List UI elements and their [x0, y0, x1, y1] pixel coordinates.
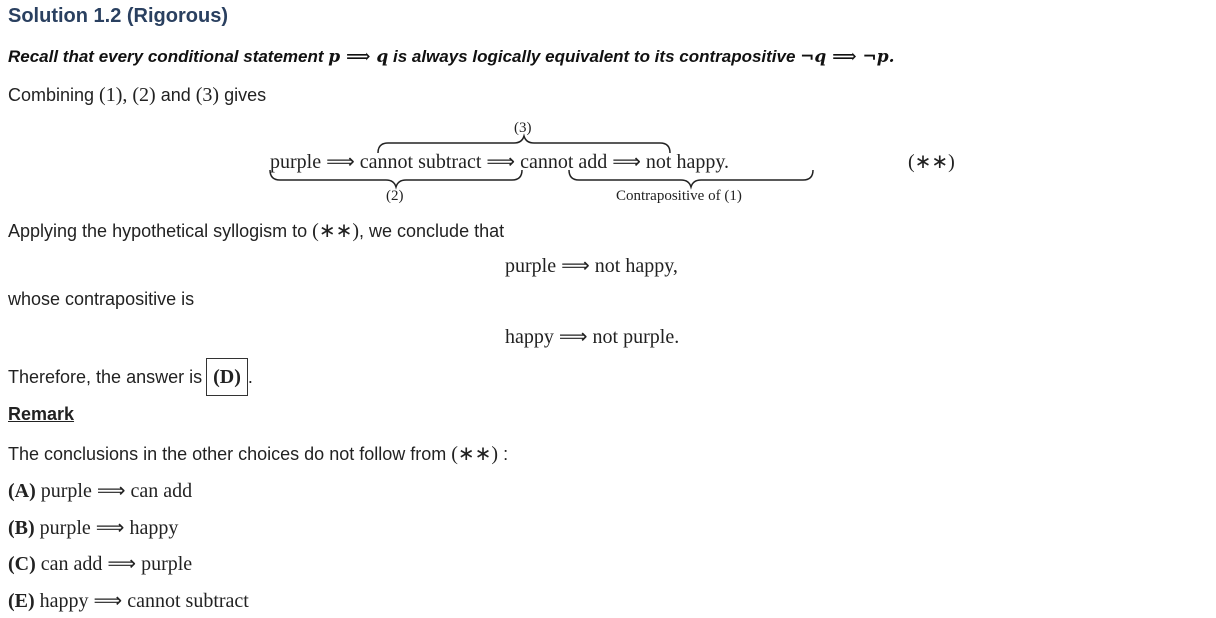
other-post: :: [498, 444, 509, 464]
choice-e: [8, 588, 249, 613]
underbrace-contrapositive: [569, 170, 813, 187]
recall-implication: p ⟹ q: [328, 47, 389, 67]
chain-arrow: ⟹: [612, 151, 641, 173]
chain-not-happy: not happy.: [645, 151, 730, 173]
answer-post: .: [247, 367, 253, 387]
choice-label: (A): [8, 480, 36, 502]
underbrace-2: [270, 170, 522, 187]
choice-b: [8, 515, 178, 540]
choice-text: purple ⟹ can add: [40, 480, 193, 502]
choice-c: [8, 551, 192, 576]
combining-pre: Combining: [8, 85, 100, 105]
choice-label: (C): [8, 553, 36, 575]
choice-text: happy ⟹ cannot subtract: [39, 590, 249, 612]
applying-math: (∗∗): [312, 220, 360, 242]
answer-pre: Therefore, the answer is: [8, 367, 203, 387]
recall-pre: Recall that every conditional statement: [8, 47, 329, 66]
combining-three: (3): [195, 84, 220, 106]
whose-line: whose contrapositive is: [8, 289, 195, 309]
remark-heading: Remark: [8, 404, 75, 424]
chain-arrow: ⟹: [486, 151, 516, 173]
brace-label-bottom-right: Contrapositive of (1): [616, 188, 742, 204]
combining-math: (1), (2): [99, 84, 156, 106]
choice-label: (E): [8, 590, 35, 612]
choice-text: can add ⟹ purple: [40, 553, 193, 575]
combining-post: gives: [219, 85, 267, 105]
equation-tag: (∗∗): [908, 151, 955, 173]
recall-mid: is always logically equivalent to its contrapositive: [388, 47, 801, 66]
answer-box: (D): [206, 358, 248, 396]
conclusion-1: purple ⟹ not happy,: [505, 255, 678, 277]
conclusion-2: happy ⟹ not purple.: [505, 326, 680, 348]
applying-pre: Applying the hypothetical syllogism to: [8, 221, 313, 241]
combining-and: and: [155, 85, 196, 105]
applying-line: [8, 218, 504, 243]
recall-contrapositive: ¬q ⟹ ¬p.: [800, 47, 895, 67]
brace-label-bottom-left: (2): [386, 188, 404, 204]
chain-arrow: ⟹: [326, 151, 355, 173]
chain-cannot-add: cannot add: [520, 151, 608, 173]
applying-post: , we conclude that: [359, 221, 505, 241]
chain-cannot-subtract: cannot subtract: [359, 151, 482, 173]
overbrace-3: [378, 136, 670, 153]
choice-label: (B): [8, 517, 35, 539]
answer-line: [8, 358, 253, 396]
choice-text: purple ⟹ happy: [39, 517, 179, 539]
chain-purple: purple: [270, 151, 322, 173]
other-pre: The conclusions in the other choices do not follow from: [8, 444, 452, 464]
other-choices-text: [8, 441, 508, 466]
brace-label-top: (3): [514, 120, 532, 136]
other-math: (∗∗): [451, 443, 499, 465]
page-title: Solution 1.2 (Rigorous): [8, 5, 228, 27]
choice-a: [8, 478, 192, 503]
